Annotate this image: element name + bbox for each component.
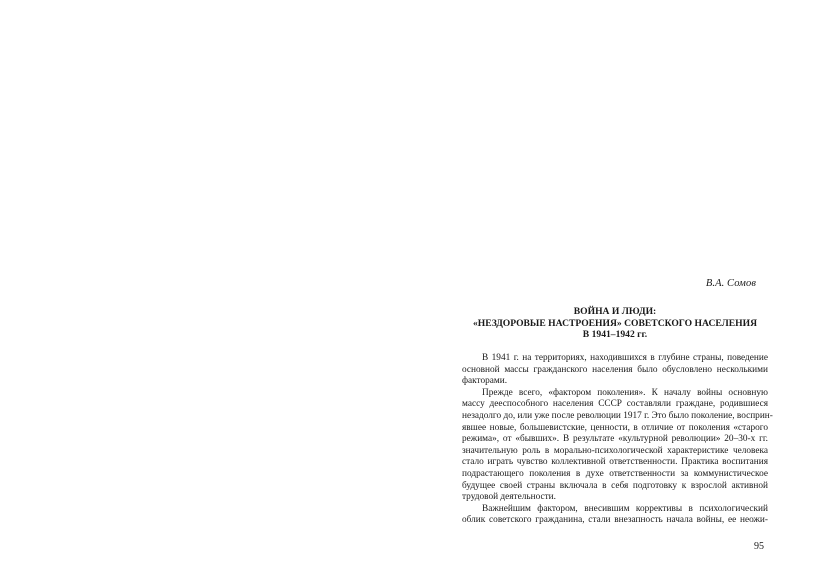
text-line: массу дееспособного населения СССР составляли граждане, родившиеся [462,399,768,410]
text-line: трудовой деятельности. [462,492,556,503]
article-title [464,306,766,341]
text-line: Прежде всего, «фактором поколения». К началу войны основную [482,387,768,398]
title-line: ВОЙНА И ЛЮДИ: [573,306,657,317]
title-line: В 1941–1942 гг. [582,329,648,340]
author-name: В.А. Сомов [705,278,756,289]
text-line: В 1941 г. на территориях, находившихся в глубине страны, поведение [482,353,768,363]
text-line: будущее своей страны включала в себя подготовку к взрослой активной [462,480,768,491]
right-page [410,0,820,579]
text-line: значительную роль в морально-психологической характеристике человека [462,445,768,456]
text-line: основной массы гражданского населения было обусловлено несколькими [462,364,768,375]
text-line: факторами. [462,376,508,387]
paragraph-3 [462,504,768,527]
text-line: явшее новые, большевистские, ценности, в отличие от поколения «старого [462,422,768,433]
paragraph-1 [462,353,768,388]
text-line: облик советского гражданина, стали внезапность начала войны, ее неожи- [462,515,768,526]
text-line: незадолго до, или уже после революции 1917 г. Это было поколение, восприн- [462,410,773,421]
article-body [462,353,773,527]
page-number: 95 [754,541,764,552]
text-line: стало играть чувство коллективной ответственности. Практика воспитания [462,457,768,468]
paragraph-2 [462,387,773,504]
text-line: Важнейшим фактором, внесившим коррективы в психологический [482,503,768,514]
text-line: подрастающего поколения в духе ответственности за коммунистическое [462,468,768,479]
title-line: «НЕЗДОРОВЫЕ НАСТРОЕНИЯ» СОВЕТСКОГО НАСЕЛЕНИЯ [472,317,758,329]
text-line: режима», от «бывших». В результате «культурной революции» 20–30-х гг. [462,434,768,445]
